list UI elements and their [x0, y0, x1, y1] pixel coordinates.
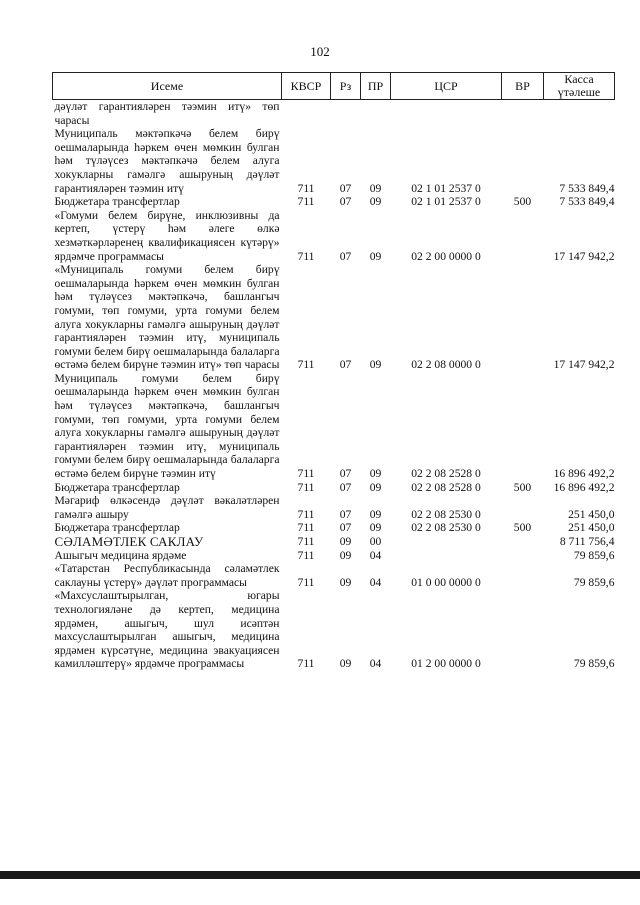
row-sum: 79 859,6: [573, 657, 615, 671]
row-vr: [502, 372, 544, 481]
row-pr: 09: [369, 507, 382, 521]
row-kvsr: 711: [297, 657, 315, 671]
row-pr: 04: [369, 575, 382, 589]
row-name: Муниципаль мәктәпкәчә белем бирү оешмаларында һәркем өчен мөмкин булган һәм түләүсез мәктәпкәчә белем алуга хокукларны гамәлгә ашыруның дәүләт гарантияләрен тәэмин итү: [54, 127, 280, 195]
row-name: «Татарстан Республикасында сәламәтлек саклауны үстерү» дәүләт программасы: [54, 562, 280, 589]
row-pr: 09: [369, 480, 382, 494]
row-kvsr: 711: [297, 181, 315, 195]
row-kvsr: 711: [297, 575, 315, 589]
section-row: [53, 535, 615, 549]
row-kvsr: [282, 100, 331, 128]
row-name: Бюджетара трансфертлар: [54, 195, 180, 209]
row-pr: 04: [369, 657, 382, 671]
row-csr: 02 2 08 2530 0: [411, 507, 481, 521]
row-vr: 500: [513, 480, 532, 494]
row-sum: 16 896 492,2: [553, 467, 615, 481]
row-sum: [544, 100, 615, 128]
row-sum: 17 147 942,2: [553, 249, 615, 263]
budget-table: [52, 72, 615, 671]
row-name: Муниципаль гомуми белем бирү оешмаларында һәркем өчен мөмкин булган һәм түләүсез мәктәпкәчә, башлангыч гомуми, төп гомуми, урта гомуми белем алуга хокукларны гамәлгә ашыруның дәүләт гарантияләрен тәэмин итү, муниципаль гомуми белем бирү оешмаларында балаларга өстәмә белем бирүне тәэмин итү: [54, 371, 280, 481]
row-csr: 02 1 01 2537 0: [411, 195, 481, 209]
table-row: [53, 195, 615, 209]
row-rz: 07: [339, 358, 352, 372]
table-row: [53, 589, 615, 671]
row-csr: [391, 535, 502, 549]
row-pr: 09: [369, 181, 382, 195]
table-row: [53, 521, 615, 535]
row-sum: 251 450,0: [568, 507, 615, 521]
header-sum: Касса үтәлеше: [544, 73, 615, 100]
row-vr: [502, 535, 544, 549]
header-csr: ЦСР: [391, 73, 502, 100]
row-csr: 02 2 00 0000 0: [411, 249, 481, 263]
header-name: Исеме: [53, 73, 282, 100]
row-sum: 16 896 492,2: [553, 480, 615, 494]
row-csr: 01 0 00 0000 0: [411, 575, 481, 589]
row-csr: [391, 549, 502, 563]
row-kvsr: 711: [297, 521, 315, 535]
row-pr: 09: [369, 521, 382, 535]
row-pr: 09: [369, 467, 382, 481]
row-kvsr: 711: [297, 195, 315, 209]
row-pr: 04: [369, 548, 382, 562]
row-sum: 8 711 756,4: [559, 535, 615, 548]
scan-edge-bar: [0, 871, 640, 879]
row-sum: 79 859,6: [573, 548, 615, 562]
row-rz: [331, 100, 361, 128]
row-vr: [502, 549, 544, 563]
row-rz: 07: [339, 467, 352, 481]
row-rz: 07: [339, 480, 352, 494]
row-vr: [502, 100, 544, 128]
table-row: [53, 481, 615, 495]
row-rz: 09: [339, 535, 352, 548]
row-sum: 7 533 849,4: [559, 181, 615, 195]
row-csr: 02 2 08 2530 0: [411, 521, 481, 535]
row-kvsr: 711: [297, 507, 315, 521]
table-row: [53, 263, 615, 372]
header-rz: Рз: [331, 73, 361, 100]
row-csr: 02 2 08 2528 0: [411, 467, 481, 481]
row-vr: [502, 263, 544, 372]
page-number: 102: [310, 44, 330, 59]
row-vr: 500: [513, 521, 532, 535]
row-name: «Гомуми белем бирүне, инклюзивны да кертеп, үстерү һәм әлеге өлкә хезмәткәрләренең квалификациясен күтәрү» ярдәмче программасы: [54, 208, 280, 263]
header-vr: ВР: [502, 73, 544, 100]
row-csr: 02 2 08 2528 0: [411, 480, 481, 494]
row-name: СӘЛАМӘТЛЕК САКЛАУ: [54, 534, 204, 549]
table-row: [53, 209, 615, 263]
row-pr: 09: [369, 358, 382, 372]
row-kvsr: 711: [297, 467, 315, 481]
row-name: «Махсуслаштырылган, югары технологияләне дә кертеп, медицина ярдәмен, ашыгыч, шул исәптән махсуслаштырылган ашыгыч, медицина ярдәмен күрсәтүне, медицина эвакуациясен камилләштерү» ярдәмче программасы: [54, 589, 280, 671]
row-sum: 7 533 849,4: [559, 195, 615, 209]
header-pr: ПР: [361, 73, 391, 100]
row-kvsr: 711: [297, 249, 315, 263]
row-rz: 07: [339, 507, 352, 521]
table-row: [53, 562, 615, 589]
table-row: [53, 127, 615, 195]
row-pr: 09: [369, 249, 382, 263]
row-pr: [361, 100, 391, 128]
table-row: [53, 549, 615, 563]
row-csr: 02 2 08 0000 0: [411, 358, 481, 372]
row-sum: 17 147 942,2: [553, 358, 615, 372]
row-vr: [502, 127, 544, 195]
row-name: «Муниципаль гомуми белем бирү оешмаларында һәркем өчен мөмкин булган һәм түләүсез мәктәпкәчә, башлангыч гомуми, төп гомуми, урта гомуми белем алуга хокукларны гамәлгә ашыруның дәүләт гарантияләрен тәэмин итү, муниципаль гомуми белем бирү оешмаларында балаларга өстәмә белем бирүне тәэмин итү» төп чарасы: [54, 263, 280, 372]
row-kvsr: 711: [297, 535, 315, 548]
row-name: Бюджетара трансфертлар: [54, 480, 180, 494]
row-sum: 251 450,0: [568, 521, 615, 535]
row-csr: 01 2 00 0000 0: [411, 657, 481, 671]
table-row: [53, 372, 615, 481]
row-name: Мәгариф өлкәсендә дәүләт вәкаләтләрен гамәлгә ашыру: [54, 494, 280, 521]
row-kvsr: 711: [297, 548, 315, 562]
row-name: дәүләт гарантияләрен тәэмин итү» төп чарасы: [54, 100, 280, 127]
table-header: [53, 73, 615, 100]
table-body: [53, 100, 615, 671]
row-pr: 00: [369, 535, 382, 548]
row-vr: [502, 562, 544, 589]
row-vr: [502, 589, 544, 671]
row-csr: [391, 100, 502, 128]
row-vr: 500: [513, 195, 532, 209]
row-rz: 09: [339, 548, 352, 562]
table-row: [53, 494, 615, 521]
row-vr: [502, 209, 544, 263]
row-kvsr: 711: [297, 358, 315, 372]
row-csr: 02 1 01 2537 0: [411, 181, 481, 195]
row-name: Бюджетара трансфертлар: [54, 521, 180, 535]
row-rz: 09: [339, 575, 352, 589]
table-row: [53, 100, 615, 128]
row-rz: 07: [339, 521, 352, 535]
row-pr: 09: [369, 195, 382, 209]
row-rz: 07: [339, 181, 352, 195]
row-rz: 07: [339, 195, 352, 209]
row-rz: 07: [339, 249, 352, 263]
row-kvsr: 711: [297, 480, 315, 494]
row-vr: [502, 494, 544, 521]
row-name: Ашыгыч медицина ярдәме: [54, 548, 187, 562]
row-rz: 09: [339, 657, 352, 671]
row-sum: 79 859,6: [573, 575, 615, 589]
header-kvsr: КВСР: [282, 73, 331, 100]
